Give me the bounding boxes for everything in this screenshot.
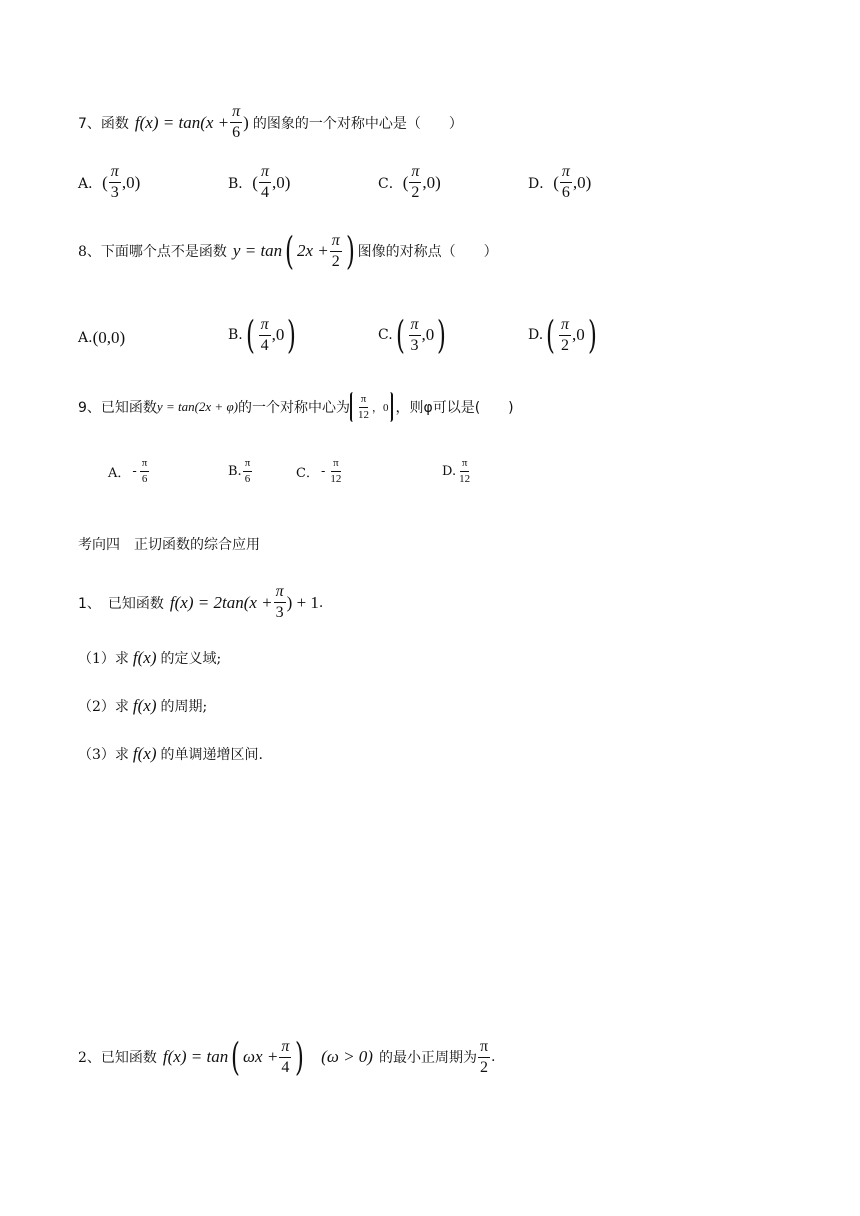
q8-fraction: $\frac{\pi}{2}$ [331,231,340,270]
q9-function: y = tan(2x + φ) [156,399,238,414]
p1-part-1: （1）求 f(x) 的定义域; [78,648,222,667]
q7-option-c[interactable]: C． ( $\frac{\pi}{2}$ ,0) [378,163,441,201]
q7-option-a[interactable]: A． ( $\frac{\pi}{3}$ ,0) [78,163,141,201]
p1-function: f(x) = 2tan(x + [169,592,273,612]
p2-prefix: 2、已知函数 [78,1050,157,1066]
p2-function: f(x) = tan [162,1047,229,1066]
q9-option-a[interactable]: A． - $\frac{\pi}{6}$ [108,457,148,485]
q7-function: f(x) = tan(x + [134,112,230,132]
p1-part-2: （2）求 f(x) 的周期; [78,696,208,715]
question-8: 8、下面哪个点不是函数 y = tan ( 2x + $\frac{\pi}{2}$ ) 图像的对称点（ ） [78,229,498,273]
problem-2: 2、已知函数 f(x) = tan ( ωx + $\frac{\pi}{4}$ ) (ω > 0) 的最小正周期为 $\frac{\pi}{2}$ . [78,1035,496,1079]
q7-prefix: 7、函数 [78,115,129,132]
question-9: 9、已知函数 y = tan(2x + φ) 的一个对称中心为 $\frac{\pi}{12}$ ，0 ，则φ可以是( ) [78,392,514,421]
q9-prefix: 9、已知函数 [78,400,157,416]
p1-part-3: （3）求 f(x) 的单调递增区间. [78,744,263,763]
q8-option-d[interactable]: D. ( $\frac{\pi}{2}$ ,0 ) [528,313,597,357]
q8-prefix: 8、下面哪个点不是函数 [78,244,227,260]
p2-period: $\frac{\pi}{2}$ [479,1037,489,1076]
p2-condition: (ω > 0) [321,1047,373,1066]
q9-option-c[interactable]: C． - $\frac{\pi}{12}$ [296,457,342,485]
q8-option-a[interactable]: A. (0,0) [78,328,126,347]
q9-option-d[interactable]: D. $\frac{\pi}{12}$ [442,457,471,485]
problem-1: 1、 已知函数 f(x) = 2tan(x + $\frac{\pi}{3}$ ) + 1 . [78,583,324,621]
q7-fraction: $\frac{\pi}{6}$ [232,103,241,141]
q7-option-b[interactable]: B． ( $\frac{\pi}{4}$ ,0) [228,163,291,201]
q8-option-c[interactable]: C. ( $\frac{\pi}{3}$ ,0 ) [378,313,447,357]
p1-prefix: 1、 已知函数 [78,595,164,612]
q9-center: $\frac{\pi}{12}$ ，0 [350,392,394,422]
q9-option-b[interactable]: B. $\frac{\pi}{6}$ [228,457,251,485]
q8-function: y = tan [232,241,283,260]
q8-option-b[interactable]: B. ( $\frac{\pi}{4}$ ,0 ) [228,313,297,357]
q7-suffix: 的图象的一个对称中心是（ ） [252,115,463,132]
section-heading: 考向四 正切函数的综合应用 [78,537,260,553]
q7-option-d[interactable]: D． ( $\frac{\pi}{6}$ ,0) [528,163,592,201]
q8-suffix: 图像的对称点（ ） [357,244,498,260]
question-7: 7、函数 f(x) = tan(x + $\frac{\pi}{6}$ ) 的图象的一个对称中心是（ ） [78,103,463,141]
